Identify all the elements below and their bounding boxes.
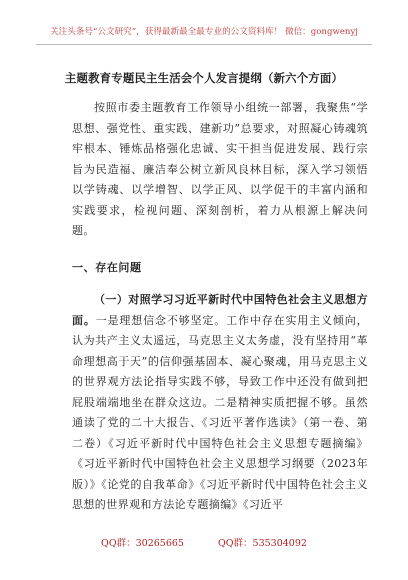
header-banner: 关注头条号“公文研究”，获得最新最全最专业的公文资料库！ 微信：gongwenyj — [50, 27, 358, 37]
header-divider — [36, 44, 372, 45]
subsection-paragraph — [72, 290, 368, 516]
document-title: 主题教育专题民主生活会个人发言提纲（新六个方面） — [64, 71, 344, 85]
intro-paragraph: 按照市委主题教育工作领导小组统一部署，我聚焦“学思想、强党性、重实践、建新功”总要求，对照凝心铸魂筑牢根本、锤炼品格强化忠诚、实干担当促进发展、践行宗旨为民造福、廉洁奉公树立新风良林目标，深入学习领悟以学铸魂、以学增智、以学正风、以学促干的丰富内涵和实践要求，检视问题、深刻剖析，着力从根源上解决问题。 — [72, 101, 368, 237]
subsection-heading: （一）对照学习习近平新时代中国特色社会主义思想方面。 — [72, 293, 368, 327]
footer-qq-group-2: QQ群：535304092 — [217, 538, 307, 549]
footer-qq-group-1: QQ群：30265665 — [101, 538, 184, 549]
footer — [0, 538, 408, 550]
subsection-body: 一是理想信念不够坚定。工作中存在实用主义倾向，认为共产主义太遥远，马克思主义太务虚，没有坚持用“革命理想高于天”的信仰强基固本、凝心聚魂，用马克思主义的世界观方法论指导实践不够，导致工作中还没有做到把屁股端端地坐在群众这边。二是精神实质把握不够。虽然通读了党的二十大报告、《习近平著作选读》（第一卷、第二卷）《习近平新时代中国特色社会主义思想专题摘编》《习近平新时代中国特色社会主义思想学习纲要（2023年版）》《论党的自我革命》《习近平新时代中国特色社会主义思想的世界观和方法论专题摘编》《习近平 — [72, 313, 368, 511]
section-heading: 一、存在问题 — [72, 261, 142, 274]
